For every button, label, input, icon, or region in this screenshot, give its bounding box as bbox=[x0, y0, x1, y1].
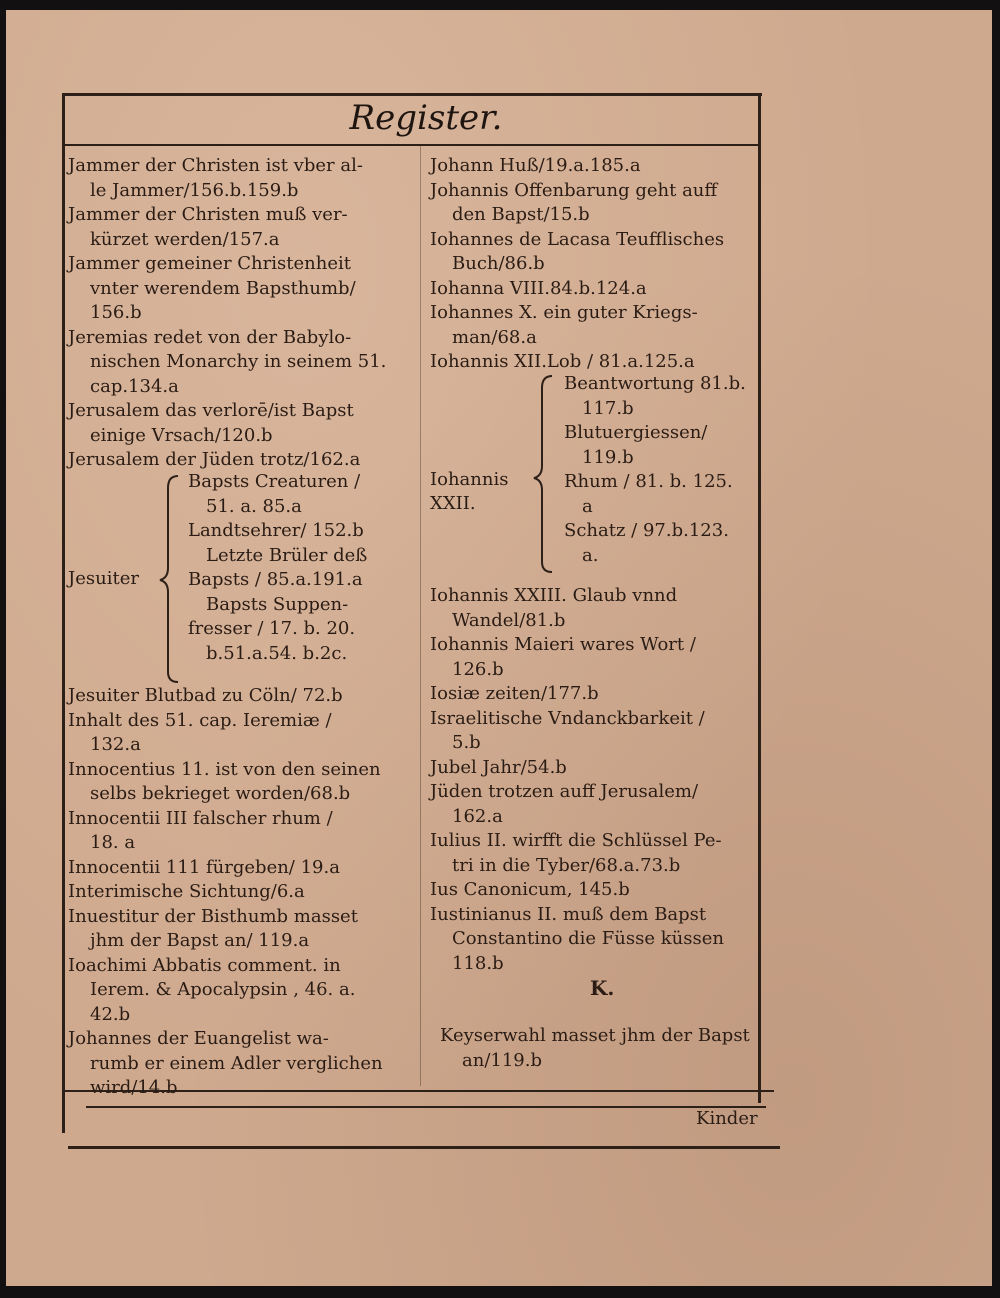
index-entry-headword: Israelitische Vndanckbarkeit / bbox=[430, 707, 705, 729]
johannis-xxii-label-line-1: Iohannis bbox=[430, 469, 509, 490]
sub-entry-line: 117.b bbox=[582, 397, 634, 419]
left-column-entries-b bbox=[68, 684, 418, 1101]
johannis-xxii-label bbox=[430, 468, 508, 516]
index-entry-headword: Iohannis XII.Lob / 81.a.125.a bbox=[430, 351, 695, 372]
index-entry-continuation: 18. a bbox=[90, 832, 136, 853]
index-entry-continuation: cap.134.a bbox=[90, 375, 179, 397]
index-entry-headword: Iustinianus II. muß dem Bapst bbox=[430, 903, 707, 925]
sub-entry-line: Letzte Brüler deß bbox=[206, 544, 368, 566]
index-entry bbox=[430, 584, 760, 633]
index-entry bbox=[68, 1027, 418, 1101]
index-entry bbox=[68, 709, 418, 758]
index-entry-continuation: Buch/86.b bbox=[452, 253, 545, 274]
index-entry-continuation: man/68.a bbox=[452, 326, 537, 348]
index-entry-headword: Jerusalem das verlorē/ist Bapst bbox=[68, 400, 354, 421]
index-entry bbox=[68, 448, 418, 473]
index-entry-headword: Jesuiter Blutbad zu Cöln/ 72.b bbox=[68, 685, 343, 706]
index-entry-continuation: selbs bekrieget worden/68.b bbox=[90, 783, 351, 804]
index-entry-headword: Iulius II. wirfft die Schlüssel Pe- bbox=[430, 830, 722, 851]
sub-entry-line: Bapsts Suppen- bbox=[206, 593, 349, 615]
index-entry-continuation: vnter werendem Bapsthumb/ bbox=[90, 277, 356, 299]
index-entry-headword: Johann Huß/19.a.185.a bbox=[430, 155, 641, 176]
right-column-entries-a bbox=[430, 154, 760, 375]
index-entry bbox=[430, 179, 760, 228]
index-entry-continuation: 5.b bbox=[452, 732, 481, 753]
sub-entry-line: Landtsehrer/ 152.b bbox=[188, 520, 364, 541]
sub-entry-line: Schatz / 97.b.123. bbox=[564, 520, 729, 541]
jesuiter-label: Jesuiter bbox=[68, 568, 139, 589]
left-frame-rule bbox=[62, 93, 65, 1133]
k-entries bbox=[440, 1024, 770, 1073]
index-entry bbox=[430, 228, 760, 277]
index-entry-headword: Jüden trotzen auff Jerusalem/ bbox=[430, 781, 699, 802]
index-entry bbox=[68, 154, 418, 203]
index-entry bbox=[68, 758, 418, 807]
index-entry bbox=[68, 326, 418, 400]
index-entry bbox=[430, 707, 760, 756]
sub-entry-line: a. bbox=[582, 544, 599, 566]
index-entry-headword: Johannes der Euangelist wa- bbox=[68, 1028, 329, 1049]
index-entry-continuation: Wandel/81.b bbox=[452, 609, 566, 631]
johannis-xxii-items bbox=[564, 372, 760, 568]
index-entry-continuation: Ierem. & Apocalypsin , 46. a. bbox=[90, 979, 356, 1000]
jesuiter-brace bbox=[156, 474, 186, 684]
index-entry-continuation: rumb er einem Adler verglichen bbox=[90, 1052, 383, 1074]
index-entry bbox=[68, 252, 418, 326]
johannis-xxii-brace-path bbox=[534, 376, 552, 572]
sub-entry-line: 51. a. 85.a bbox=[206, 495, 302, 517]
index-entry-headword: Iohanna VIII.84.b.124.a bbox=[430, 277, 647, 299]
index-entry-headword: Iohannes de Lacasa Teufflisches bbox=[430, 228, 725, 250]
index-entry bbox=[430, 682, 760, 707]
index-entry-headword: Innocentii III falscher rhum / bbox=[68, 807, 333, 829]
index-entry-headword: Jammer gemeiner Christenheit bbox=[68, 253, 351, 274]
index-entry bbox=[430, 350, 760, 375]
index-entry bbox=[430, 903, 760, 977]
sub-entry-line: fresser / 17. b. 20. bbox=[188, 618, 356, 639]
index-entry bbox=[68, 856, 418, 881]
index-entry-headword: Iosiæ zeiten/177.b bbox=[430, 683, 599, 704]
index-entry bbox=[68, 954, 418, 1028]
index-entry bbox=[68, 905, 418, 954]
index-entry-continuation: 132.a bbox=[90, 734, 141, 755]
index-entry bbox=[430, 878, 760, 903]
index-entry bbox=[430, 277, 760, 302]
inner-bottom-rule bbox=[86, 1106, 766, 1108]
index-entry-headword: Jeremias redet von der Babylo- bbox=[68, 326, 352, 348]
sub-entry-line: b.51.a.54. b.2c. bbox=[206, 642, 348, 664]
index-entry-headword: Johannis Offenbarung geht auff bbox=[430, 179, 718, 201]
sub-entry-line: Rhum / 81. b. 125. bbox=[564, 471, 733, 492]
index-entry-continuation: tri in die Tyber/68.a.73.b bbox=[452, 854, 681, 876]
johannis-xxii-brace bbox=[530, 374, 560, 574]
index-entry-headword: Innocentii 111 fürgeben/ 19.a bbox=[68, 856, 340, 878]
index-entry-continuation: le Jammer/156.b.159.b bbox=[90, 179, 299, 201]
index-entry-headword: Innocentius 11. ist von den seinen bbox=[68, 758, 381, 780]
index-entry-continuation: nischen Monarchy in seinem 51. bbox=[90, 351, 387, 372]
index-entry-continuation: 118.b bbox=[452, 952, 504, 974]
index-entry-continuation: Constantino die Füsse küssen bbox=[452, 928, 724, 949]
index-entry-headword: Keyserwahl masset jhm der Bapst bbox=[440, 1025, 750, 1046]
sub-entry-line: Beantwortung 81.b. bbox=[564, 373, 746, 394]
index-entry-continuation: wird/14.b bbox=[90, 1077, 178, 1098]
right-column-entries-b bbox=[430, 584, 760, 976]
index-entry bbox=[430, 780, 760, 829]
index-entry-headword: Jubel Jahr/54.b bbox=[430, 756, 567, 778]
jesuiter-items bbox=[188, 470, 418, 666]
page-bottom-rule bbox=[68, 1146, 780, 1149]
index-entry-headword: Inhalt des 51. cap. Ieremiæ / bbox=[68, 709, 332, 731]
index-entry-headword: Ioachimi Abbatis comment. in bbox=[68, 954, 341, 976]
sub-entry-line: Bapsts / 85.a.191.a bbox=[188, 569, 363, 590]
section-letter-k: K. bbox=[590, 976, 615, 1000]
index-entry bbox=[68, 203, 418, 252]
index-entry-continuation: 156.b bbox=[90, 302, 142, 323]
title-rule bbox=[62, 144, 758, 146]
jesuiter-brace-path bbox=[160, 476, 178, 682]
index-entry-continuation: 126.b bbox=[452, 658, 504, 680]
column-divider bbox=[420, 146, 421, 1086]
index-entry bbox=[430, 633, 760, 682]
index-entry-headword: Jammer der Christen ist vber al- bbox=[68, 155, 363, 176]
johannis-xxii-label-line-2: XXII. bbox=[430, 493, 476, 514]
index-entry bbox=[68, 807, 418, 856]
index-entry bbox=[68, 880, 418, 905]
johannis-xxii-group bbox=[430, 372, 760, 572]
sub-entry-line: Bapsts Creaturen / bbox=[188, 471, 361, 492]
index-entry-headword: Interimische Sichtung/6.a bbox=[68, 881, 305, 902]
sub-entry-line: Blutuergiessen/ bbox=[564, 422, 708, 443]
index-entry bbox=[430, 756, 760, 781]
index-entry-headword: Ius Canonicum, 145.b bbox=[430, 879, 630, 900]
catchword: Kinder bbox=[696, 1108, 758, 1129]
book-page bbox=[6, 10, 992, 1286]
index-entry-continuation: an/119.b bbox=[462, 1049, 542, 1071]
index-entry bbox=[430, 301, 760, 350]
index-entry bbox=[68, 684, 418, 709]
index-entry-headword: Inuestitur der Bisthumb masset bbox=[68, 905, 358, 927]
index-entry bbox=[430, 829, 760, 878]
page-title: Register. bbox=[349, 98, 503, 138]
index-entry-continuation: 162.a bbox=[452, 805, 503, 827]
index-entry-headword: Iohannis Maieri wares Wort / bbox=[430, 634, 696, 655]
index-entry bbox=[440, 1024, 770, 1073]
sub-entry-line: a bbox=[582, 495, 593, 517]
index-entry-continuation: kürzet werden/157.a bbox=[90, 228, 280, 250]
index-entry-continuation: jhm der Bapst an/ 119.a bbox=[90, 930, 310, 951]
index-entry-headword: Iohannis XXIII. Glaub vnnd bbox=[430, 585, 678, 606]
index-entry-continuation: den Bapst/15.b bbox=[452, 204, 590, 225]
index-entry-headword: Iohannes X. ein guter Kriegs- bbox=[430, 302, 698, 323]
index-entry bbox=[430, 154, 760, 179]
index-entry-continuation: 42.b bbox=[90, 1003, 131, 1025]
jesuiter-group bbox=[68, 470, 418, 690]
sub-entry-line: 119.b bbox=[582, 446, 634, 468]
left-column-entries-a bbox=[68, 154, 418, 473]
index-entry-continuation: einige Vrsach/120.b bbox=[90, 424, 273, 446]
index-entry bbox=[68, 399, 418, 448]
index-entry-headword: Jammer der Christen muß ver- bbox=[68, 204, 348, 225]
index-entry-headword: Jerusalem der Jüden trotz/162.a bbox=[68, 449, 361, 470]
